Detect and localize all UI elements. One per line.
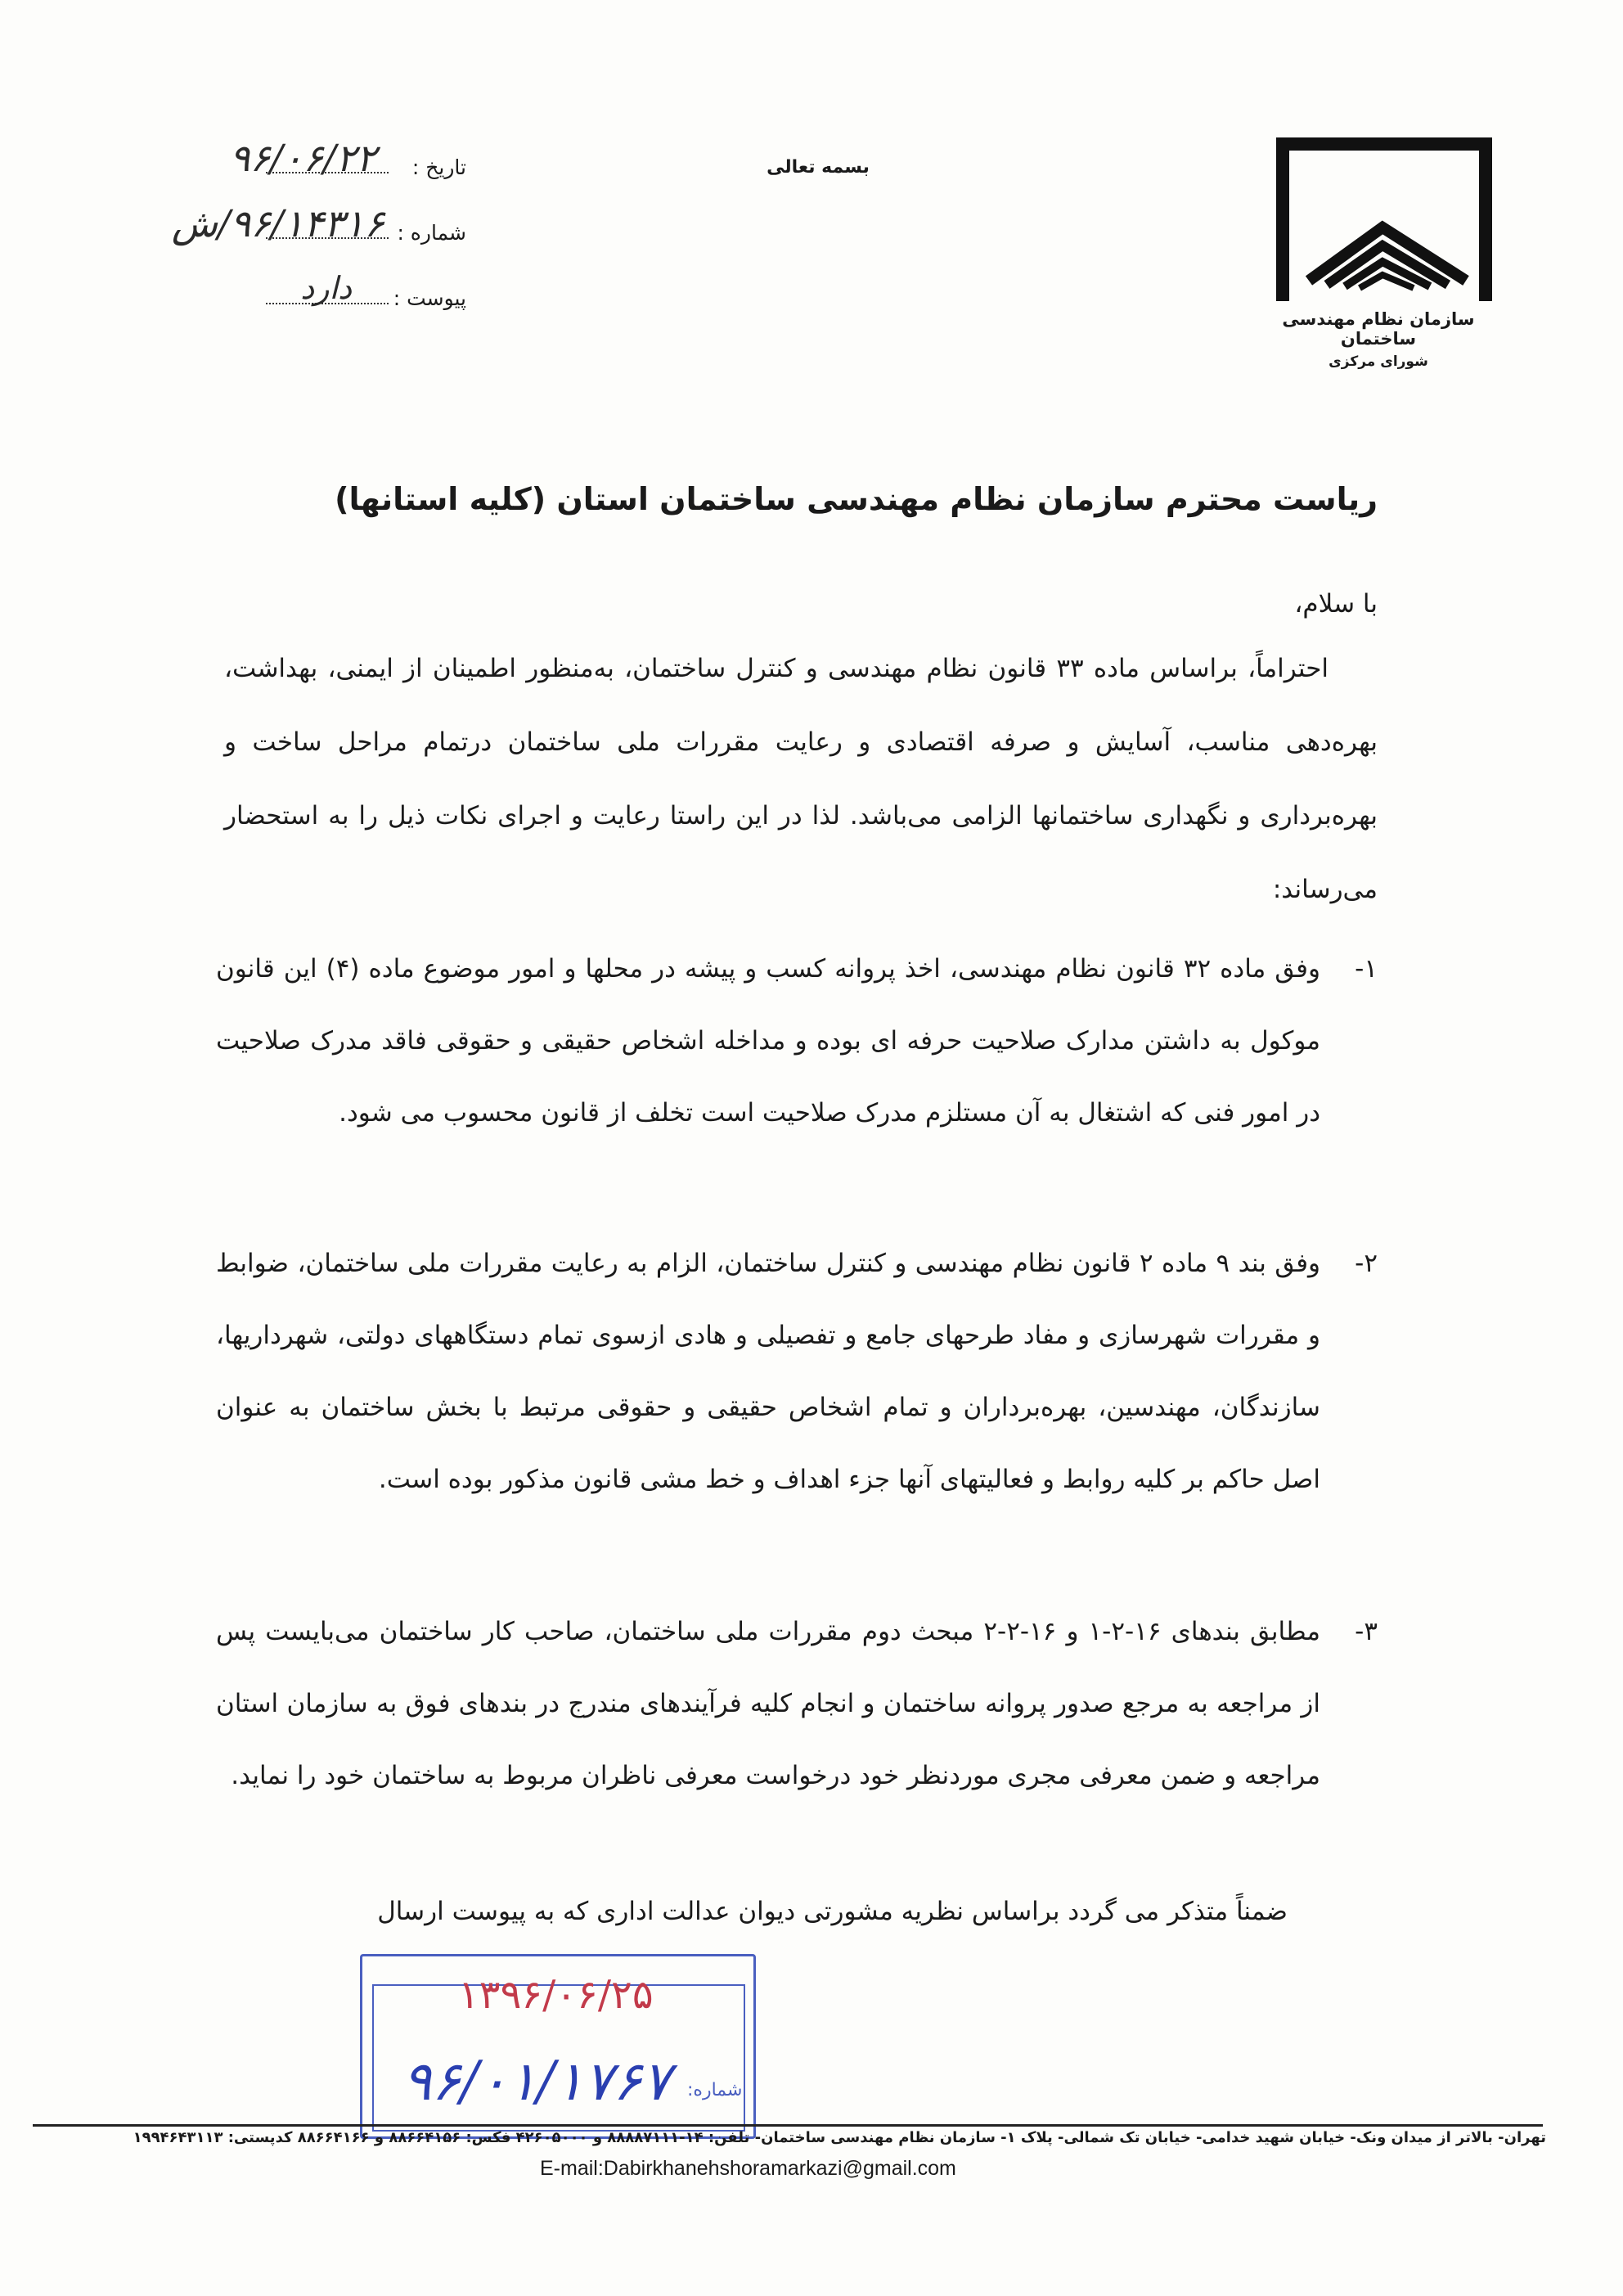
- list-item-text: مطابق بندهای ۱۶-۲-۱ و ۱۶-۲-۲ مبحث دوم مقررات ملی ساختمان، صاحب کار ساختمان می‌بایست پس از مراجعه به مرجع صدور پروانه ساختمان و انجام کلیه فرآیندهای مندرج در بندهای فوق به سازمان استان مراجعه و ضمن معرفی مجری موردنظر خود درخواست معرفی ناظران مربوط به ساختمان خود را نماید.: [216, 1617, 1320, 1790]
- stamp-number-handwritten: ۹۶/۰۱/۱۷۶۷: [402, 2050, 672, 2113]
- closing-line: ضمناً متذکر می گردد براساس نظریه مشورتی دیوان عدالت اداری که به پیوست ارسال: [377, 1897, 1288, 1926]
- recipient-title: ریاست محترم سازمان نظام مهندسی ساختمان استان (کلیه استانها): [335, 481, 1378, 517]
- attachment-row: [205, 270, 466, 344]
- footer-address: تهران- بالاتر از میدان ونک- خیابان شهید خدامی- خیابان تک شمالی- پلاک ۱- سازمان نظام مهندسی ساختمان- تلفن: ۱۴-۸۸۸۸۷۱۱۱ و ۴۲۶۰۵۰۰۰ فکس: ۸۸۶۶۴۱۵۶ و ۸۸۶۶۴۱۶۶ کدپستی: ۱۹۹۴۶۴۳۱۱۳: [133, 2129, 1546, 2146]
- greeting: با سلام،: [1294, 589, 1378, 619]
- list-item-text: وفق بند ۹ ماده ۲ قانون نظام مهندسی و کنترل ساختمان، الزام به رعایت مقررات ملی ساختمان، ضوابط و مقررات شهرسازی و مفاد طرحهای جامع و تفصیلی و هادی ازسوی تمام دستگاههای دولتی، شهرداریها، سازندگان، مهندسین، بهره‌برداران و تمام اشخاص حقیقی و حقوقی مرتبط با بخش ساختمان به عنوان اصل حاکم بر کلیه روابط و فعالیتهای آنها جزء اهداف و خط مشی قانون مذکور بوده است.: [216, 1249, 1321, 1494]
- letter-meta: [171, 136, 466, 344]
- list-item-text: وفق ماده ۳۲ قانون نظام مهندسی، اخذ پروانه کسب و پیشه در محلها و امور موضوع ماده (۴) این قانون موکول به داشتن مدارک صلاحیت حرفه ای بوده و مداخله اشخاص حقیقی و حقوقی فاقد مدرک صلاحیت در امور فنی که اشتغال به آن مستلزم مدرک صلاحیت است تخلف از قانون محسوب می شود.: [216, 954, 1320, 1128]
- number-handwritten: ۹۶/۱۴۳۱۶/ش: [171, 201, 384, 245]
- footer-email: E-mail:Dabirkhanehshoramarkazi@gmail.com: [540, 2157, 956, 2180]
- list-item-number: ۳-: [1355, 1617, 1378, 1646]
- org-name: سازمان نظام مهندسی ساختمان: [1282, 309, 1475, 349]
- basmala: بسمه تعالی: [767, 157, 870, 178]
- number-row: [171, 201, 466, 278]
- list-item-number: ۱-: [1355, 954, 1378, 984]
- list-item: [216, 933, 1378, 1149]
- number-label: شماره :: [397, 221, 466, 245]
- list-item-number: ۲-: [1355, 1249, 1378, 1278]
- attachment-handwritten: دارد: [300, 270, 352, 306]
- list-item: [216, 1596, 1378, 1812]
- footer-divider: [33, 2124, 1543, 2127]
- stamp-date: ۱۳۹۶/۰۶/۲۵: [458, 1972, 654, 2018]
- date-handwritten: ۹۶/۰۶/۲۲: [229, 136, 376, 180]
- intro-paragraph: احتراماً، براساس ماده ۳۳ قانون نظام مهندسی و کنترل ساختمان، به‌منظور اطمینان از ایمنی، بهداشت، بهره‌دهی مناسب، آسایش و صرفه اقتصادی و رعایت مقررات ملی ساختمان درتمام مراحل ساخت و بهره‌برداری و نگهداری ساختمانها الزامی می‌باشد. لذا در این راستا رعایت و اجرای نکات ذیل را به استحضار می‌رساند:: [224, 654, 1378, 904]
- date-label: تاریخ :: [411, 155, 466, 179]
- attachment-label: پیوست :: [393, 286, 466, 310]
- org-logo-text: [1260, 309, 1497, 370]
- stamp-number-label: شماره:: [687, 2080, 743, 2100]
- org-subtitle: شورای مرکزی: [1329, 353, 1428, 370]
- list-item: [216, 1227, 1378, 1515]
